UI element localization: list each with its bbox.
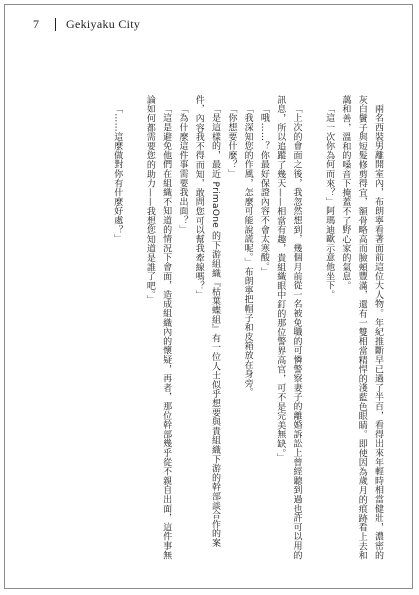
paragraph: 兩名西裝男離開室內，布朗寧看著面前這位大人物。年紀推斷早已過了半百，看得出來年輕時相當健壯，濃密的灰白鬢子與短髮修剪得宜，額骨略高而臉頰豐滿，還有一雙相當精悍的淺藍色眼睛。即使因為歲月的痕跡看上去和藹和善，溫和的嗓音下掩蓋不了野心家的氣息。 (340, 95, 383, 560)
paragraph: 「你想要什麼？」 (226, 104, 237, 179)
paragraph-gap (125, 95, 141, 560)
running-header (33, 14, 140, 34)
page-number: 7 (33, 16, 39, 31)
paragraph: 「這是避免他們在組織不知道的情況下會面，造成組織內的懷疑，再者，那位幹部幾乎從不親自出面，這件事無論如何都需要您的助力——我想您知道是誰了吧。」 (144, 95, 172, 560)
paragraph: 「……這麼做對你有什麼好處？」 (112, 104, 123, 244)
paragraph: 「為什麼這件事需要我出面？」 (177, 104, 188, 235)
book-title: Gekiyaku City (66, 16, 141, 31)
paragraph: 「上次的會面之後，我忽然想到，幾個月前從一名被免職的可憐警察妻子的離婚訴訟上曾經聽到過也許可以用的訊息，所以追蹤了幾天——相當有趣，貴組織眼中釘的那位警界高官，可不是完美無缺。」 (275, 95, 302, 560)
paragraph: 「這一次你為何而來？」阿瑪迪歐示意他坐下。 (324, 104, 335, 300)
paragraph: 「我深知您的作風，怎麼可能說謊呢。」布朗寧把帽子和皮箱放在身旁。 (242, 104, 253, 398)
paragraph-gap (305, 95, 321, 560)
header-divider (55, 18, 56, 31)
paragraph: 「是這樣的，最近 PrimaOne 的下游組織『枯葉蝶組』有一位人士似乎想要與貴組織下游的幹部談合作的案件，內容我不得而知，敢問您可以幫我牽線嗎？」 (193, 95, 221, 548)
body-text (16, 95, 386, 560)
paragraph: 「哦……？你最好保證內容不會太寒酸。」 (258, 104, 269, 277)
